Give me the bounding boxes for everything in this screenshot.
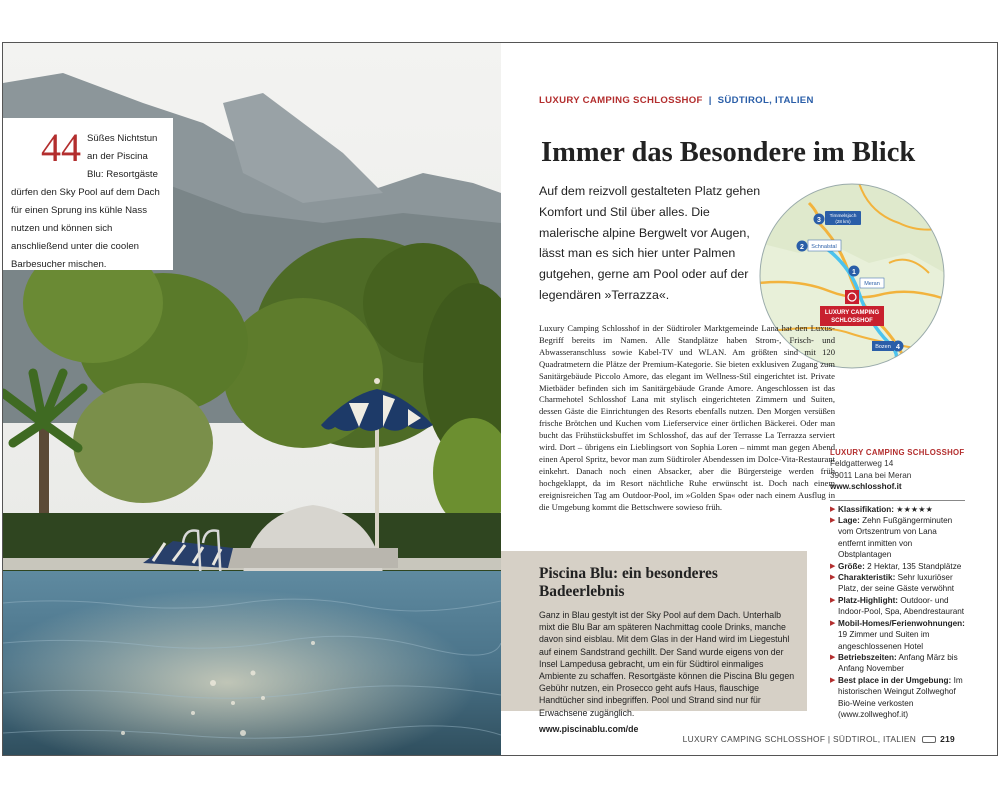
sidebar-website-link[interactable]: www.schlosshof.it xyxy=(830,482,902,492)
caption-text: Süßes Nichtstun an der Piscina Blu: Resortgäste dürfen den Sky Pool auf dem Dach für einen Sprung ins kühle Nass nutzen und können sich anschließend unter die coolen Barbesucher mischen. xyxy=(11,133,160,270)
sidebar-title: LUXURY CAMPING SCHLOSSHOF xyxy=(830,448,965,457)
fact-item: ▶ Platz-Highlight: Outdoor- und Indoor-Pool, Spa, Abendrestaurant xyxy=(830,595,965,617)
magazine-spread xyxy=(2,42,998,756)
map-label-timmelsjoch: Timmelsjoch xyxy=(829,214,857,219)
fact-item: ▶ Klassifikation: ★★★★★ xyxy=(830,504,933,514)
lead-paragraph: Auf dem reizvoll gestalteten Platz gehen Komfort und Stil über alles. Die malerische alpine Bergwelt vor Augen, lässt man es sich hier unter Palmen gutgehen, gerne am Pool oder auf der legendären »Terrazza«. xyxy=(539,184,761,302)
svg-text:1: 1 xyxy=(852,269,856,276)
infobox-text: Ganz in Blau gestylt ist der Sky Pool auf dem Dach. Unterhalb mixt die Blu Bar am späteren Nachmittag coole Drinks, manche davon sind eisblau. Mit dem Glas in der Hand wird im Liegestuhl auf einem Sandstrand gechillt. Der Sand wurde eigens von der Insel Lampedusa gebracht, um ein für Südtirol einmaliges Ambiente zu schaffen. Resortgäste können die Piscina Blu gegen Gebühr nutzen, ein Prosecco geht aufs Haus, flauschige Handtücher sind inbegriffen. Pool und Strand sind nur für Erwachsene zugänglich. xyxy=(539,610,795,718)
map-marker-4 xyxy=(872,341,904,352)
page-number: 219 xyxy=(940,734,955,744)
photo-caption xyxy=(3,118,173,270)
sidebar-street: Feldgatterweg 14 xyxy=(830,459,894,469)
svg-text:LUXURY CAMPING: LUXURY CAMPING xyxy=(824,310,880,316)
svg-text:4: 4 xyxy=(896,344,900,351)
facts-list xyxy=(830,504,965,721)
fact-item: ▶ Größe: 2 Hektar, 135 Standplätze xyxy=(830,561,962,571)
infobox-title: Piscina Blu: ein besonderes Badeerlebnis xyxy=(539,565,718,600)
facts-sidebar xyxy=(830,447,965,720)
svg-text:Bozen: Bozen xyxy=(875,344,891,350)
sidebar-city: 39011 Lana bei Meran xyxy=(830,470,912,480)
pool-photo xyxy=(3,43,501,756)
fact-item: ▶ Lage: Zehn Fußgängerminuten vom Ortszentrum von Lana entfernt inmitten von Obstplantagen xyxy=(830,516,953,560)
svg-text:Meran: Meran xyxy=(864,281,880,287)
kicker-location: LUXURY CAMPING SCHLOSSHOF xyxy=(539,95,703,106)
kicker-region: SÜDTIROL, ITALIEN xyxy=(717,95,814,106)
article-page xyxy=(501,43,998,756)
fact-item: ▶ Mobil-Homes/Ferienwohnungen: 19 Zimmer und Suiten im angeschlossenen Hotel xyxy=(830,618,965,651)
piscinablu-link[interactable]: www.piscinablu.com/de xyxy=(539,723,639,734)
svg-text:SCHLOSSHOF: SCHLOSSHOF xyxy=(831,318,873,324)
fact-item: ▶ Charakteristik: Sehr luxuriöser Platz, der seine Gäste verwöhnt xyxy=(830,573,955,594)
fact-item: ▶ Best place in der Umgebung: Im historischen Weingut Zollweghof Bio-Weine verkosten (www.zollweghof.it) xyxy=(830,675,963,719)
svg-text:(28 km): (28 km) xyxy=(835,219,851,224)
piscina-blu-box xyxy=(501,551,807,734)
headline: Immer das Besondere im Blick xyxy=(541,137,916,168)
page-footer xyxy=(683,734,955,744)
svg-text:2: 2 xyxy=(800,244,804,251)
footer-text: LUXURY CAMPING SCHLOSSHOF | SÜDTIROL, ITALIEN xyxy=(682,734,917,744)
kicker xyxy=(539,95,814,106)
caption-number: 44 xyxy=(41,125,81,170)
map-marker-2 xyxy=(797,240,842,252)
fact-item: ▶ Betriebszeiten: Anfang März bis Anfang November xyxy=(830,652,958,674)
body-text: Luxury Camping Schlosshof in der Südtiroler Marktgemeinde Lana hat den Luxus-Begriff bereits im Namen. Alle Standplätze haben Strom-, Frisch- und Abwasseranschluss sowie Kabel-TV und WLAN. Am größten sind mit 120 Quadratmetern die Plätze der Premium-Kategorie. Sie bieten exklusiven Zugang zum Sanitärgebäude Piccolo Amore, das elegant im Wellness-Stil eingerichtet ist. Private Mietbäder befinden sich im Sanitärgebäude Grande Amore. Angeschlossen ist das Charmehotel Schlosshof Lana mit stylisch eingerichteten Zimmern und Suiten, dessen Gäste die Einrichtungen des Resorts ebenfalls nutzen. Den Morgen versüßen frische Brötchen und Kuchen vom Lieferservice einer örtlichen Bäckerei. Oder man bucht das Frühstücksbuffet im Schlosshof, das auf der Terrasse La Terrazza serviert wird. Dort – übrigens ein Lieblingsort von Sophia Loren – nimmt man gegen Abend einen Aperol Spritz, bevor man zum Südtiroler Abendessen im Dolce-Vita-Restaurant einkehrt. Danach noch einen Absacker, aber die Bürgersteige werden früh hochgeklappt, da im Resort nächtliche Ruhe erwünscht ist. Doch nach einem ereignisreichen Tag am Outdoor-Pool, im »Golden Spa« oder nach einem Ausflug in die Umgebung kommt die Bettschwere sowieso früh. xyxy=(539,323,835,512)
kicker-separator: | xyxy=(708,95,712,106)
svg-text:3: 3 xyxy=(817,217,821,224)
camper-icon xyxy=(922,736,936,743)
svg-text:Schnalstal: Schnalstal xyxy=(811,244,837,250)
sidebar-divider xyxy=(830,500,965,501)
